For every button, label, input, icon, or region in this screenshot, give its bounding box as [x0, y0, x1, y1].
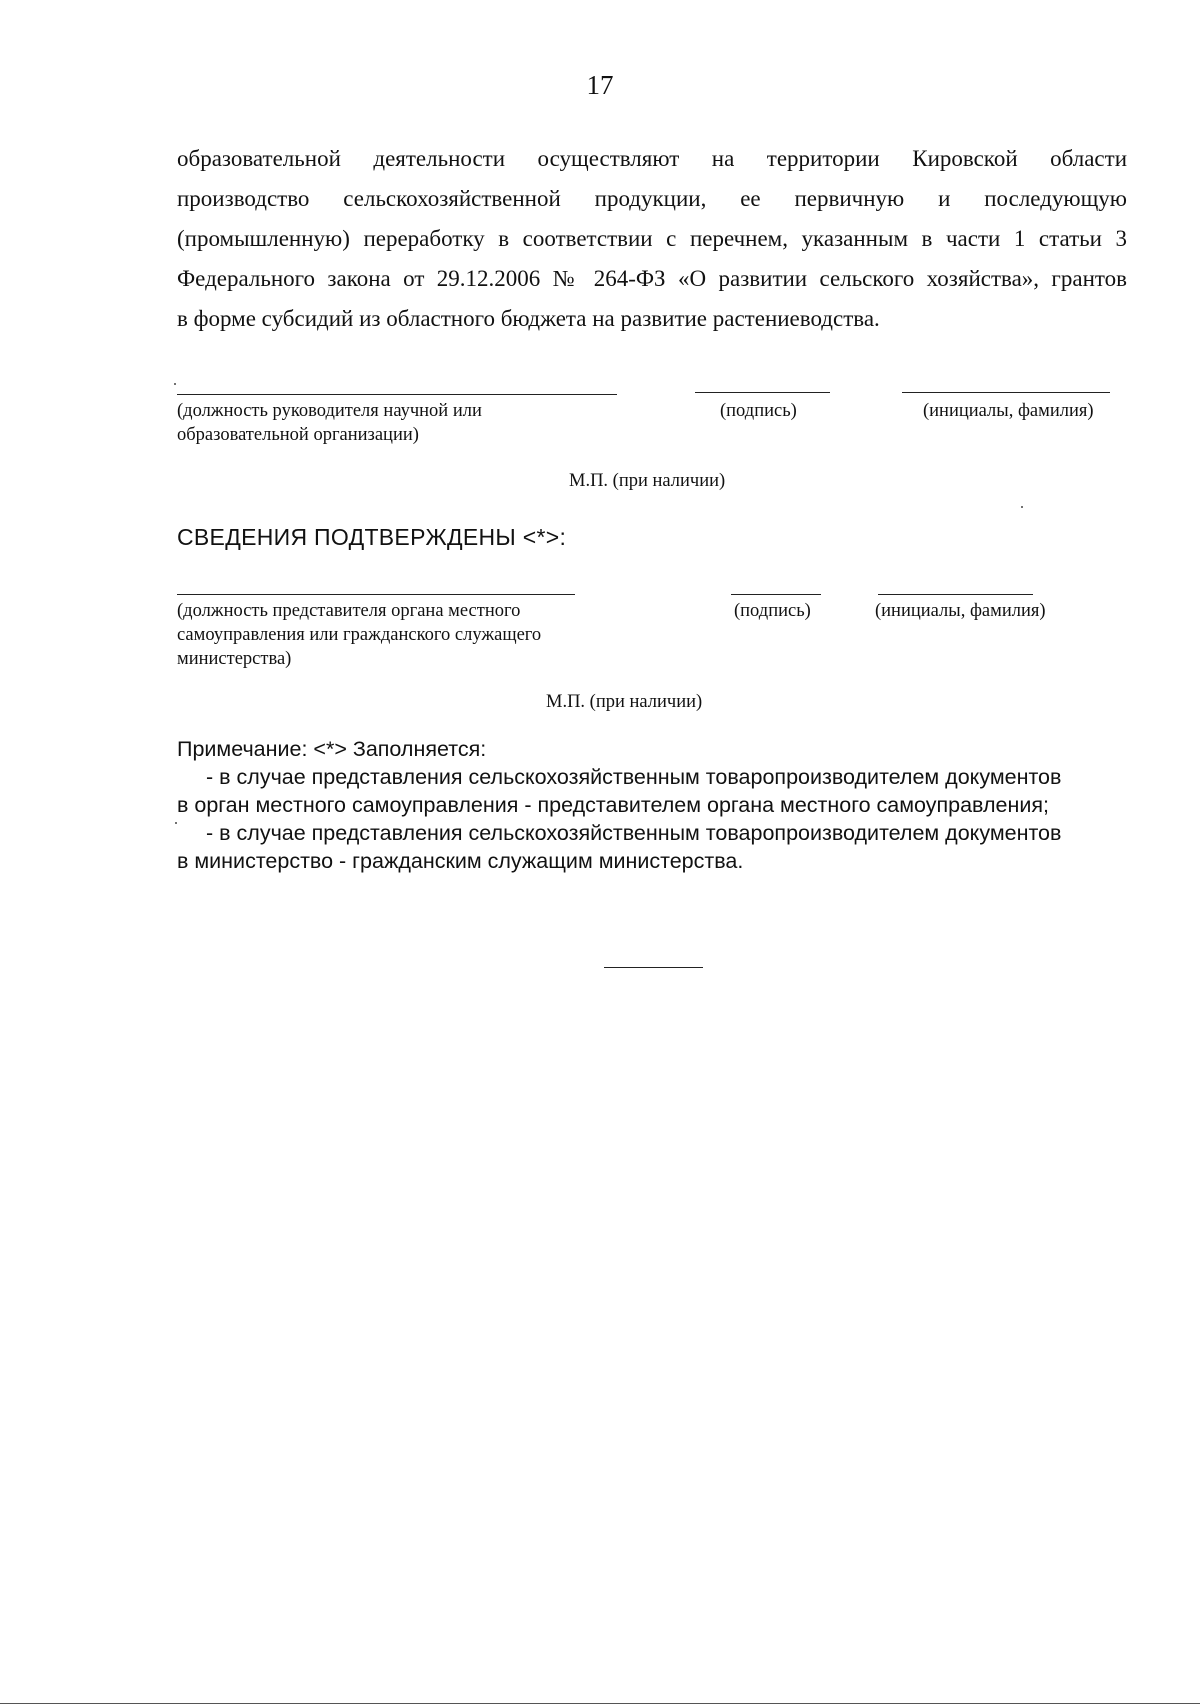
end-of-document-rule: [604, 967, 703, 968]
scan-speck: [1021, 506, 1023, 508]
signature-line: [731, 594, 821, 595]
stamp-placeholder: М.П. (при наличии): [569, 471, 726, 491]
note-line: в министерство - гражданским служащим министерства.: [177, 849, 744, 873]
position-signature-line: [177, 394, 617, 395]
signature-line: [695, 392, 830, 393]
page-number: 17: [586, 70, 614, 100]
paragraph-line: производство сельскохозяйственной продукции, ее первичную и последующую: [177, 186, 1127, 211]
scan-speck: [175, 822, 177, 824]
position-caption: (должность представителя органа местного: [177, 601, 521, 621]
scan-speck: [174, 383, 176, 385]
name-signature-line: [878, 594, 1033, 595]
name-caption: (инициалы, фамилия): [875, 601, 1046, 621]
stamp-placeholder: М.П. (при наличии): [546, 692, 703, 712]
paragraph-line: образовательной деятельности осуществляют на территории Кировской области: [177, 146, 1127, 171]
position-caption: (должность руководителя научной или: [177, 401, 482, 421]
position-caption: самоуправления или гражданского служащего: [177, 625, 542, 645]
paragraph-line: в форме субсидий из областного бюджета на развитие растениеводства.: [177, 306, 880, 331]
note-line: - в случае представления сельскохозяйственным товаропроизводителем документов: [206, 821, 1062, 845]
note-title: Примечание: <*> Заполняется:: [177, 737, 487, 761]
note-line: - в случае представления сельскохозяйственным товаропроизводителем документов: [206, 765, 1062, 789]
confirmation-heading: СВЕДЕНИЯ ПОДТВЕРЖДЕНЫ <*>:: [177, 524, 567, 550]
position-signature-line: [177, 594, 575, 595]
paragraph-line: (промышленную) переработку в соответствии с перечнем, указанным в части 1 статьи 3: [177, 226, 1127, 251]
name-caption: (инициалы, фамилия): [923, 401, 1094, 421]
name-signature-line: [902, 392, 1110, 393]
note-line: в орган местного самоуправления - представителем органа местного самоуправления;: [177, 793, 1049, 817]
paragraph-line: Федерального закона от 29.12.2006 № 264-ФЗ «О развитии сельского хозяйства», грантов: [177, 266, 1127, 291]
position-caption: образовательной организации): [177, 425, 419, 445]
signature-caption: (подпись): [720, 401, 797, 421]
signature-caption: (подпись): [734, 601, 811, 621]
position-caption: министерства): [177, 649, 292, 669]
